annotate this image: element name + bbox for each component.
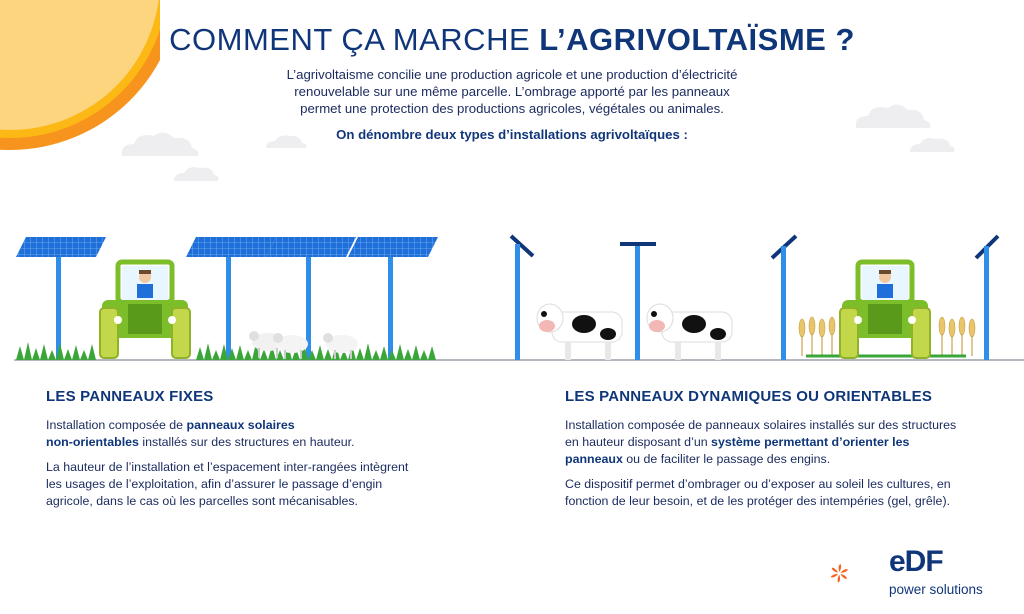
solar-panel-icon [976, 236, 998, 360]
cloud-icon [848, 100, 932, 130]
fixed-panels-description: Installation composée de panneaux solaires non-orientables installés sur des structures en hauteur. [46, 418, 355, 449]
page-title: COMMENT ÇA MARCHE L’AGRIVOLTAÏSME ? [169, 22, 855, 57]
agrivoltaic-illustration [0, 200, 1024, 370]
fixed-panels-heading: LES PANNEAUX FIXES [46, 388, 214, 405]
solar-panel-icon [511, 236, 533, 360]
subheading: On dénombre deux types d’installations agrivoltaïques : [336, 127, 688, 142]
solar-panel-icon [16, 237, 106, 360]
solar-panel-icon [620, 242, 656, 360]
cloud-icon [906, 134, 956, 154]
edf-tagline: power solutions [889, 582, 983, 597]
fixed-panels-section [46, 388, 426, 510]
cloud-icon [112, 128, 202, 158]
cloud-icon [170, 163, 222, 183]
intro-text: L’agrivoltaisme concilie une production agricole et une production d’électricité renouvelable sur une même parcelle. L’ombrage apporté par les panneaux permet une protection des productions agricoles, végétales ou animales. [286, 67, 738, 116]
dynamic-panels-heading: LES PANNEAUX DYNAMIQUES OU ORIENTABLES [565, 388, 933, 405]
fixed-panels-detail: La hauteur de l’installation et l’espacement inter-rangées intègrent les usages de l’exploitation, afin d’assurer le passage d’engin agricole, dans le cas où les parcelles sont mécanisables. [46, 460, 409, 508]
tractor-icon [840, 262, 930, 358]
cow-icon [537, 304, 622, 360]
dynamic-panels-section [565, 388, 965, 510]
tractor-icon [100, 262, 190, 358]
solar-panel-icon [772, 236, 796, 360]
dynamic-panels-detail: Ce dispositif permet d’ombrager ou d’exposer au soleil les cultures, en fonction de leur besoin, et de les protéger des intempéries (gel, grêle). [565, 477, 951, 508]
cow-icon [647, 304, 732, 360]
dynamic-panels-description: Installation composée de panneaux solaires installés sur des structures en hauteur disposant d’un système permettant d’orienter les panneaux ou de faciliter le passage des engins. [565, 418, 957, 466]
edf-logo-icon [830, 542, 890, 606]
solar-panel-icon [348, 237, 438, 360]
edf-brand: eDF [889, 545, 943, 578]
